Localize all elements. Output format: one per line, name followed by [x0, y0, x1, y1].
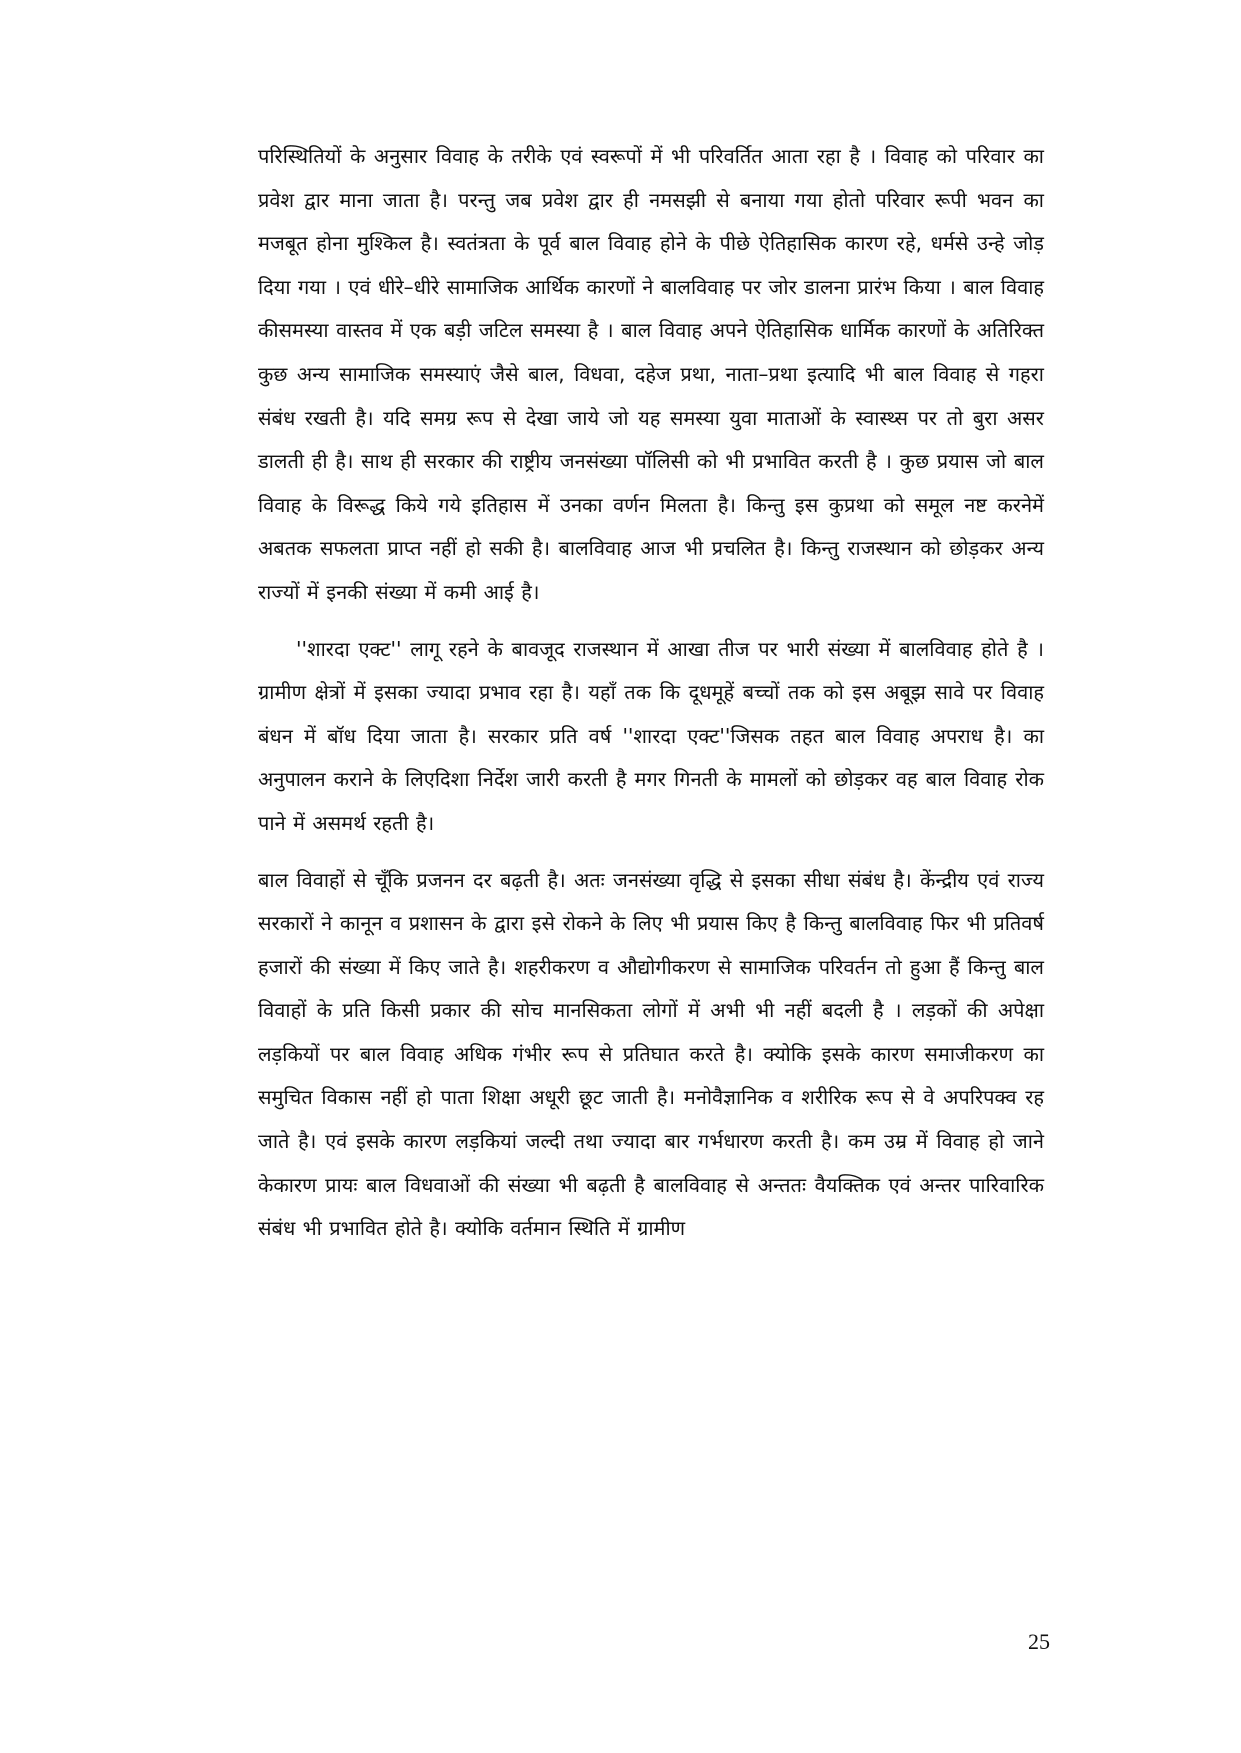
page-number: 25: [1028, 1629, 1050, 1654]
paragraph-child-marriage-history: परिस्थितियों के अनुसार विवाह के तरीके एवं स्वरूपों में भी परिवर्तित आता रहा है । विवाह को परिवार का प्रवेश द्वार माना जाता है। परन्तु जब प्रवेश द्वार ही नमसझी से बनाया गया होतो परिवार रूपी भवन का मजबूत होना मुश्किल है। स्वतंत्रता के पूर्व बाल विवाह होने के पीछे ऐतिहासिक कारण रहे, धर्मसे उन्हे जोड़ दिया गया । एवं धीरे–धीरे सामाजिक आर्थिक कारणों ने बालविवाह पर जोर डालना प्रारंभ किया । बाल विवाह कीसमस्या वास्तव में एक बड़ी जटिल समस्या है । बाल विवाह अपने ऐतिहासिक धार्मिक कारणों के अतिरिक्त कुछ अन्य सामाजिक समस्याएं जैसे बाल, विधवा, दहेज प्रथा, नाता–प्रथा इत्यादि भी बाल विवाह से गहरा संबंध रखती है। यदि समग्र रूप से देखा जाये जो यह समस्या युवा माताओं के स्वास्थ्स पर तो बुरा असर डालती ही है। साथ ही सरकार की राष्ट्रीय जनसंख्या पॉलिसी को भी प्रभावित करती है । कुछ प्रयास जो बाल विवाह के विरूद्ध किये गये इतिहास में उनका वर्णन मिलता है। किन्तु इस कुप्रथा को समूल नष्ट करनेमें अबतक सफलता प्राप्त नहीं हो सकी है। बालविवाह आज भी प्रचलित है। किन्तु राजस्थान को छोड़कर अन्य राज्यों में इनकी संख्या में कमी आई है।: [258, 144, 1044, 604]
page-body: [258, 135, 1044, 1251]
paragraph-sharda-act: ''शारदा एक्ट'' लागू रहने के बावजूद राजस्थान में आखा तीज पर भारी संख्या में बालविवाह होते है । ग्रामीण क्षेत्रों में इसका ज्यादा प्रभाव रहा है। यहाँ तक कि दूधमूहें बच्चों तक को इस अबूझ सावे पर विवाह बंधन में बॉध दिया जाता है। सरकार प्रति वर्ष ''शारदा एक्ट''जिसक तहत बाल विवाह अपराध है। का अनुपालन कराने के लिएदिशा निर्देश जारी करती है मगर गिनती के मामलों को छोड़कर वह बाल विवाह रोक पाने में असमर्थ रहती है।: [258, 636, 1044, 835]
paragraph-population-effects: बाल विवाहों से चूँकि प्रजनन दर बढ़ती है। अतः जनसंख्या वृद्धि से इसका सीधा संबंध है। केंन्द्रीय एवं राज्य सरकारों ने कानून व प्रशासन के द्वारा इसे रोकने के लिए भी प्रयास किए है किन्तु बालविवाह फिर भी प्रतिवर्ष हजारों की संख्या में किए जाते है। शहरीकरण व औद्योगीकरण से सामाजिक परिवर्तन तो हुआ हैं किन्तु बाल विवाहों के प्रति किसी प्रकार की सोच मानसिकता लोगों में अभी भी नहीं बदली है । लड़कों की अपेक्षा लड़कियों पर बाल विवाह अधिक गंभीर रूप से प्रतिघात करते है। क्योकि इसके कारण समाजीकरण का समुचित विकास नहीं हो पाता शिक्षा अधूरी छूट जाती है। मनोवैज्ञानिक व शरीरिक रूप से वे अपरिपक्व रह जाते है। एवं इसके कारण लड़कियां जल्दी तथा ज्यादा बार गर्भधारण करती है। कम उम्र में विवाह हो जाने केकारण प्रायः बाल विधवाओं की संख्या भी बढ़ती है बालविवाह से अन्ततः वैयक्तिक एवं अन्तर पारिवारिक संबंध भी प्रभावित होते है। क्योकि वर्तमान स्थिति में ग्रामीण: [258, 867, 1044, 1241]
